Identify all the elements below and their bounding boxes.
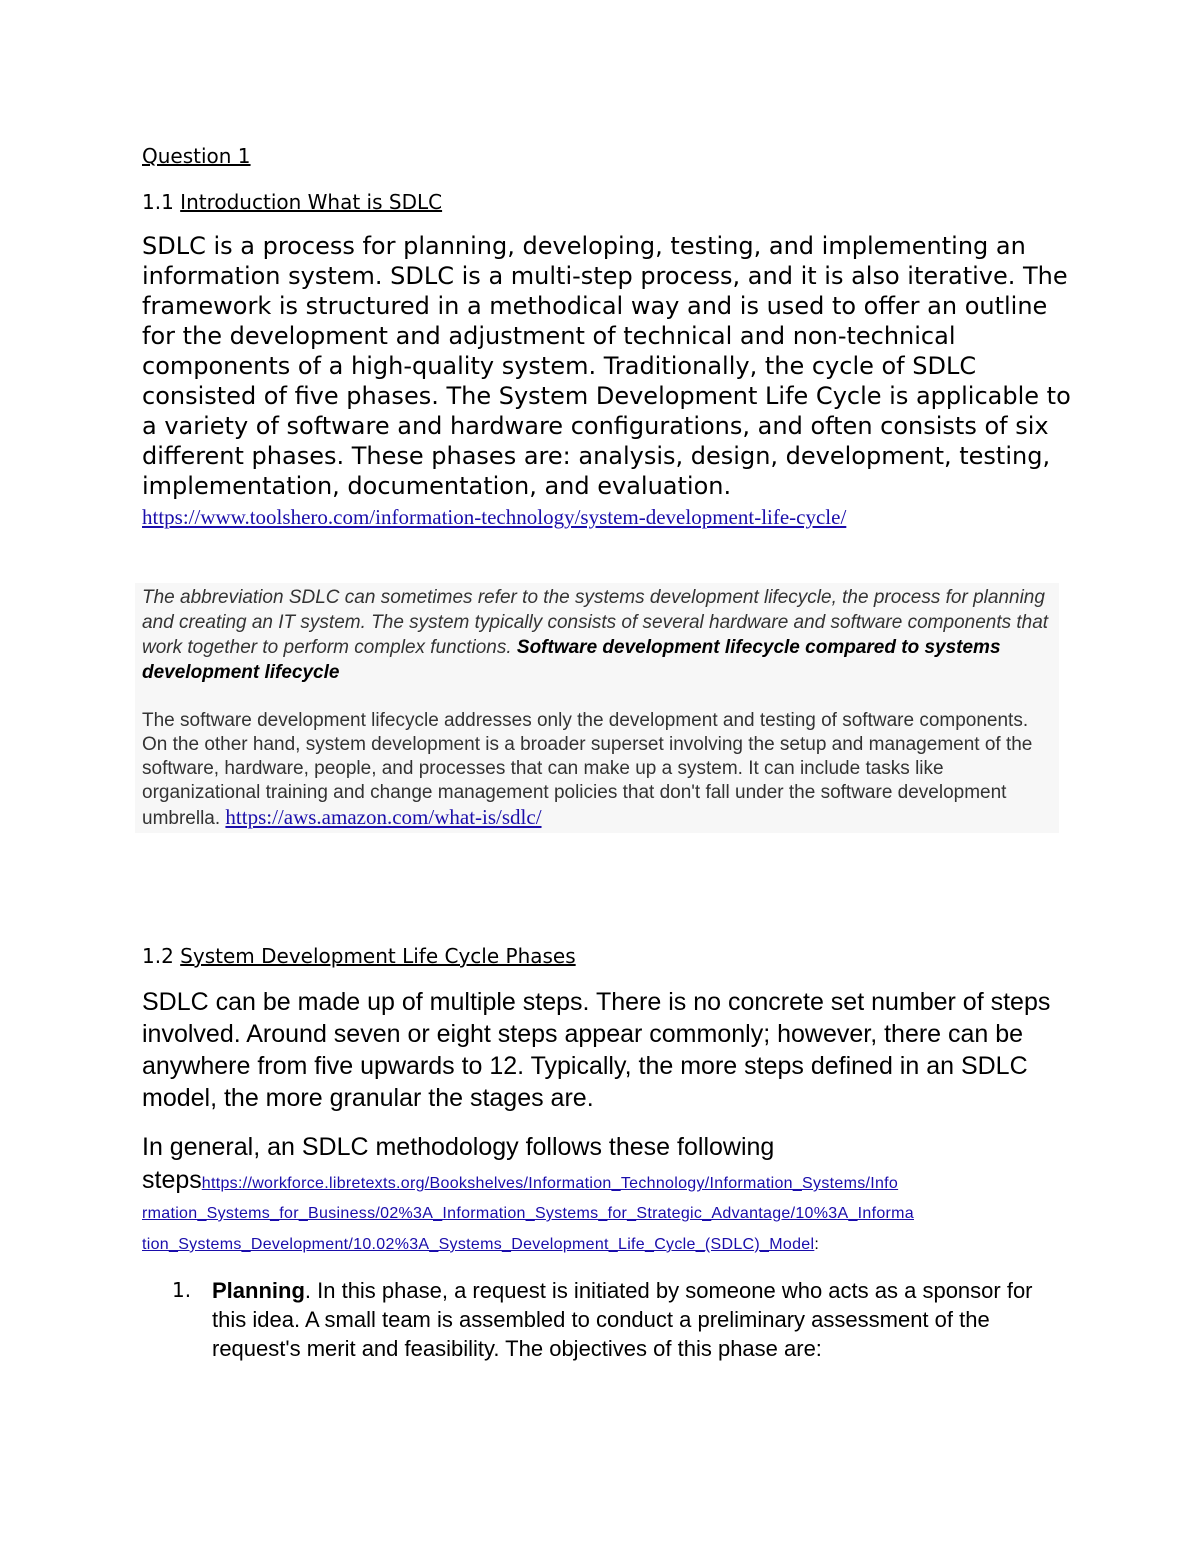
section-1-1-title: Introduction What is SDLC bbox=[180, 190, 443, 214]
quote-body-paragraph bbox=[142, 709, 1052, 831]
section-1-1-number: 1.1 bbox=[142, 190, 181, 214]
libretexts-link-line-3[interactable]: tion_Systems_Development/10.02%3A_Systems_Development_Life_Cycle_(SDLC)_Model bbox=[142, 1236, 815, 1253]
general-colon: : bbox=[814, 1236, 819, 1253]
libretexts-link-line-1[interactable]: https://workforce.libretexts.org/Bookshelves/Information_Technology/Information_Systems/Info bbox=[201, 1175, 899, 1192]
intro-paragraph bbox=[142, 231, 1072, 532]
section-1-1-heading bbox=[142, 189, 442, 215]
general-paragraph bbox=[142, 1131, 1072, 1260]
intro-text: SDLC is a process for planning, developing, testing, and implementing an information system. SDLC is a multi-step process, and it is also iterative. The framework is structured in a methodical way and is used to offer an outline for the development and adjustment of technical and non-technical components of a high-quality system. Traditionally, the cycle of SDLC consisted of five phases. The System Development Life Cycle is applicable to a variety of software and hardware configurations, and often consists of six different phases. These phases are: analysis, design, development, testing, implementation, documentation, and evaluation. bbox=[142, 232, 1071, 500]
aws-link[interactable]: https://aws.amazon.com/what-is/sdlc/ bbox=[225, 805, 542, 829]
section-1-2-title: System Development Life Cycle Phases bbox=[180, 944, 576, 968]
quote-body-text: The software development lifecycle addresses only the development and testing of software components. On the other hand, system development is a broader superset involving the setup and management of the software, hardware, people, and processes that can make up a system. It can include tasks like organizational training and change management policies that don't fall under the software development umbrella. bbox=[142, 710, 1033, 829]
general-text: In general, an SDLC methodology follows these following bbox=[142, 1133, 775, 1161]
quote-italic-text: The abbreviation SDLC can sometimes refer to the systems development lifecycle, the process for planning and creating an IT system. The system typically consists of several hardware and software components that work together to perform complex functions. bbox=[142, 587, 1049, 658]
list-item-text: . In this phase, a request is initiated by someone who acts as a sponsor for this idea. A small team is assembled to conduct a preliminary assessment of the request's merit and feasibility. The objectives of this phase are: bbox=[212, 1278, 1033, 1361]
libretexts-link-line-2[interactable]: rmation_Systems_for_Business/02%3A_Information_Systems_for_Strategic_Advantage/10%3A_Informa bbox=[142, 1205, 914, 1222]
list-item-number: 1. bbox=[172, 1278, 192, 1302]
section-1-2-number: 1.2 bbox=[142, 944, 181, 968]
quoted-excerpt bbox=[135, 583, 1059, 833]
toolshero-link[interactable]: https://www.toolshero.com/information-technology/system-development-life-cycle/ bbox=[142, 505, 847, 529]
section-1-2-heading bbox=[142, 943, 576, 969]
quote-bold-heading: Software development lifecycle compared to systems development lifecycle bbox=[142, 637, 1001, 683]
question-heading: Question 1 bbox=[142, 144, 251, 168]
phase-list bbox=[172, 1276, 1072, 1363]
general-steps-word: steps bbox=[142, 1166, 202, 1194]
list-item-term: Planning bbox=[212, 1278, 305, 1303]
list-item bbox=[172, 1276, 1072, 1363]
steps-paragraph: SDLC can be made up of multiple steps. There is no concrete set number of steps involved. Around seven or eight steps appear commonly; however, there can be anywhere from five upwards to 12. Typically, the more steps defined in an SDLC model, the more granular the stages are. bbox=[142, 988, 1051, 1112]
quote-italic-paragraph bbox=[142, 585, 1052, 685]
